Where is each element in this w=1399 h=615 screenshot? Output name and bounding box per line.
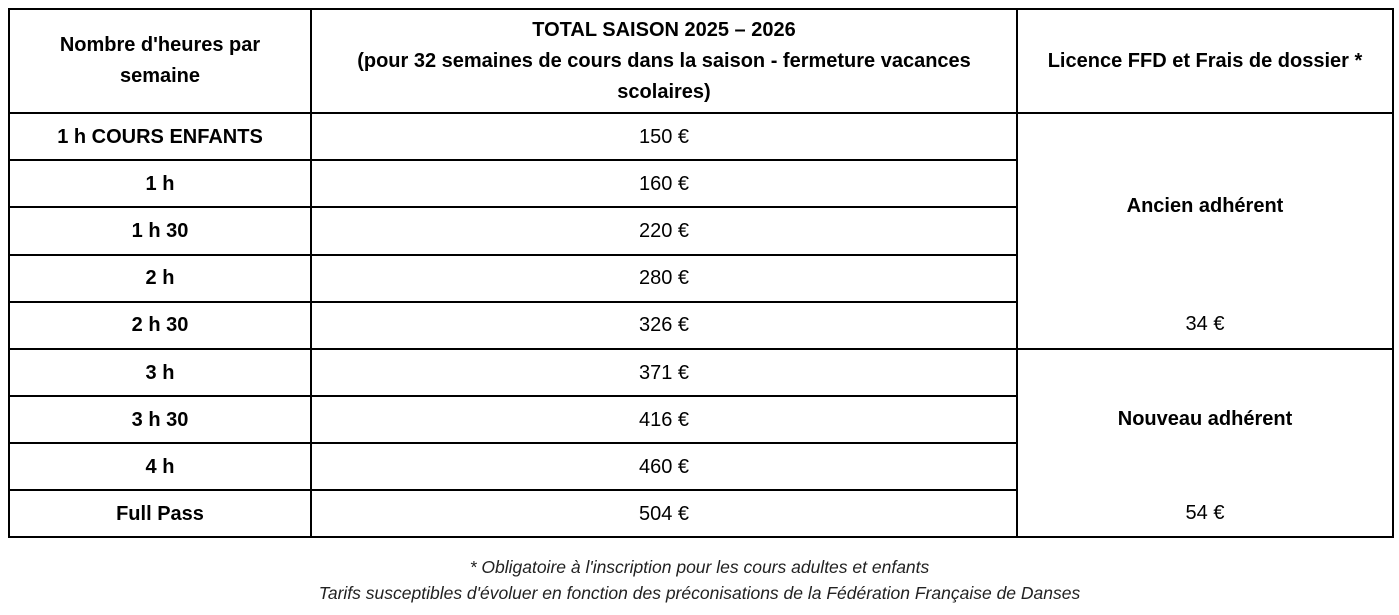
hours-cell: 3 h 30 xyxy=(9,396,311,443)
price-cell: 504 € xyxy=(311,490,1017,537)
price-cell: 326 € xyxy=(311,302,1017,349)
header-row xyxy=(9,9,1393,113)
hours-cell: 4 h xyxy=(9,443,311,490)
pricing-table xyxy=(8,8,1394,538)
hours-cell: 3 h xyxy=(9,349,311,396)
price-cell: 371 € xyxy=(311,349,1017,396)
table-row xyxy=(9,113,1393,160)
price-cell: 280 € xyxy=(311,255,1017,302)
price-cell: 160 € xyxy=(311,160,1017,207)
header-licence xyxy=(1017,9,1393,113)
footnote-tariffs: Tarifs susceptibles d'évoluer en fonction des préconisations de la Fédération Française de Danses xyxy=(318,583,1081,603)
licence-price: 54 € xyxy=(1185,502,1225,524)
table-row xyxy=(9,349,1393,396)
price-cell: 220 € xyxy=(311,207,1017,254)
header-total-line1: TOTAL SAISON 2025 – 2026 xyxy=(532,18,796,41)
hours-cell: 2 h xyxy=(9,255,311,302)
footnote-mandatory: * Obligatoire à l'inscription pour les cours adultes et enfants xyxy=(469,557,930,577)
hours-cell: 1 h COURS ENFANTS xyxy=(9,113,311,160)
header-hours xyxy=(9,9,311,113)
hours-cell: 1 h xyxy=(9,160,311,207)
licence-group-nouveau xyxy=(1017,349,1393,537)
header-total-line2: (pour 32 semaines de cours dans la saison - fermeture vacances scolaires) xyxy=(357,49,971,103)
hours-cell: 2 h 30 xyxy=(9,302,311,349)
licence-label: Nouveau adhérent xyxy=(1117,408,1293,430)
licence-group-ancien xyxy=(1017,113,1393,349)
price-cell: 416 € xyxy=(311,396,1017,443)
licence-price: 34 € xyxy=(1185,313,1225,335)
price-cell: 150 € xyxy=(311,113,1017,160)
footnotes xyxy=(0,554,1399,606)
licence-label: Ancien adhérent xyxy=(1126,195,1284,217)
price-cell: 460 € xyxy=(311,443,1017,490)
header-licence-label: Licence FFD et Frais de dossier * xyxy=(1047,49,1363,72)
header-hours-label: Nombre d'heures par semaine xyxy=(59,34,261,87)
header-total xyxy=(311,9,1017,113)
hours-cell: Full Pass xyxy=(9,490,311,537)
hours-cell: 1 h 30 xyxy=(9,207,311,254)
